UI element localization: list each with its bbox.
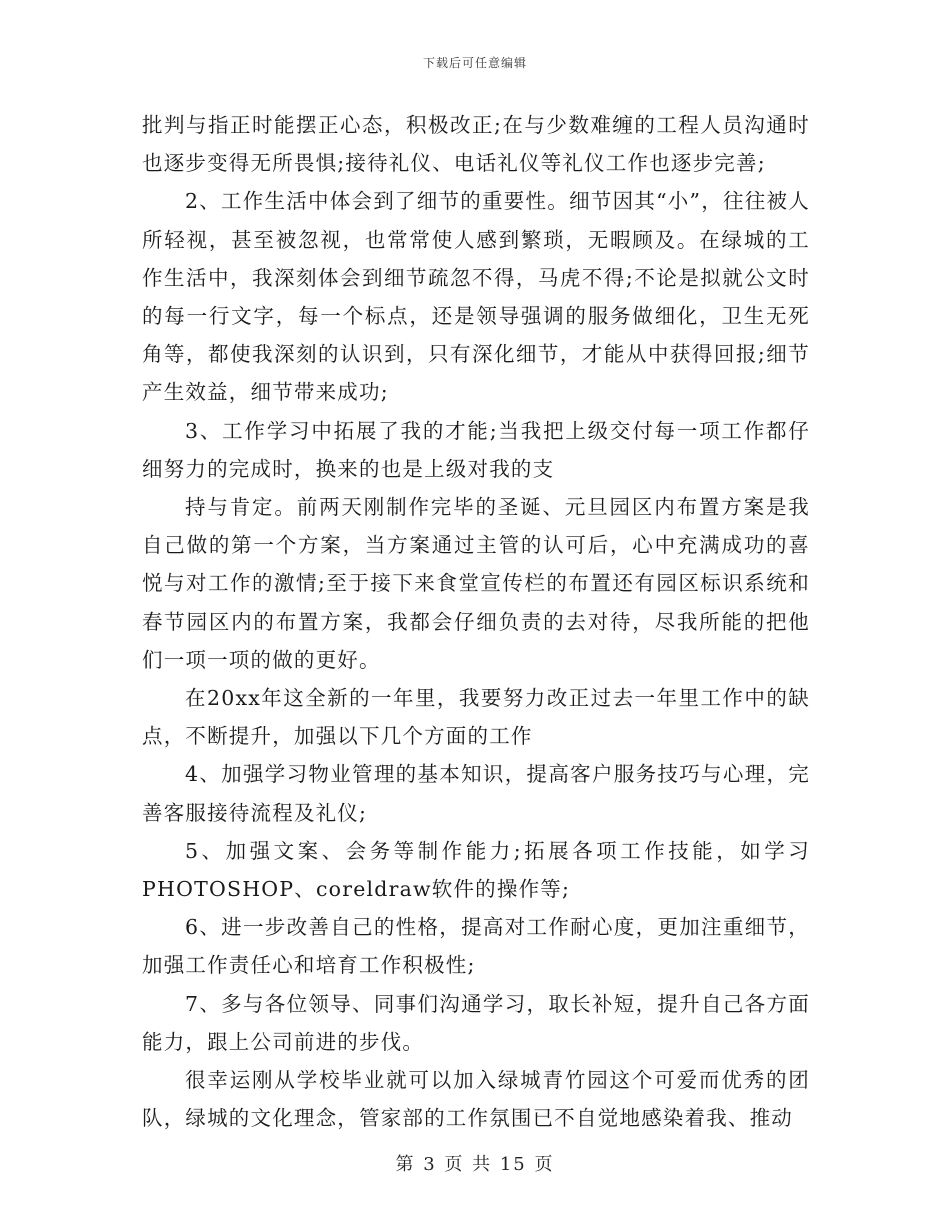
paragraph-6: 4、加强学习物业管理的基本知识，提高客户服务技巧与心理，完善客服接待流程及礼仪; (142, 762, 810, 825)
paragraph-5: 在20xx年这全新的一年里，我要努力改正过去一年里工作中的缺点，不断提升，加强以下几个方面的工作 (142, 686, 810, 749)
paragraph-3: 3、工作学习中拓展了我的才能;当我把上级交付每一项工作都仔细努力的完成时，换来的也是上级对我的支 (142, 418, 810, 481)
paragraph-8: 6、进一步改善自己的性格，提高对工作耐心度，更加注重细节，加强工作责任心和培育工作积极性; (142, 915, 810, 978)
page-header: 下载后可任意编辑 (422, 56, 527, 70)
paragraph-7: 5、加强文案、会务等制作能力;拓展各项工作技能，如学习PHOTOSHOP、coreldraw软件的操作等; (142, 838, 810, 902)
paragraph-2: 2、工作生活中体会到了细节的重要性。细节因其“小”，往往被人所轻视，甚至被忽视，也常常使人感到繁琐，无暇顾及。在绿城的工作生活中，我深刻体会到细节疏忽不得，马虎不得;不论是拟就公文时的每一行文字，每一个标点，还是领导强调的服务做细化，卫生无死角等，都使我深刻的认识到，只有深化细节，才能从中获得回报;细节产生效益，细节带来成功; (142, 189, 810, 405)
paragraph-1: 批判与指正时能摆正心态，积极改正;在与少数难缠的工程人员沟通时也逐步变得无所畏惧;接待礼仪、电话礼仪等礼仪工作也逐步完善; (142, 113, 810, 176)
paragraph-10: 很幸运刚从学校毕业就可以加入绿城青竹园这个可爱而优秀的团队，绿城的文化理念，管家部的工作氛围已不自觉地感染着我、推动 (142, 1068, 810, 1131)
page-number-footer: 第 3 页 共 15 页 (395, 1154, 555, 1175)
document-body (142, 106, 810, 1137)
paragraph-9: 7、多与各位领导、同事们沟通学习，取长补短，提升自己各方面能力，跟上公司前进的步伐。 (142, 991, 810, 1054)
paragraph-4: 持与肯定。前两天刚制作完毕的圣诞、元旦园区内布置方案是我自己做的第一个方案，当方案通过主管的认可后，心中充满成功的喜悦与对工作的激情;至于接下来食堂宣传栏的布置还有园区标识系统和春节园区内的布置方案，我都会仔细负责的去对待，尽我所能的把他们一项一项的做的更好。 (142, 495, 810, 672)
